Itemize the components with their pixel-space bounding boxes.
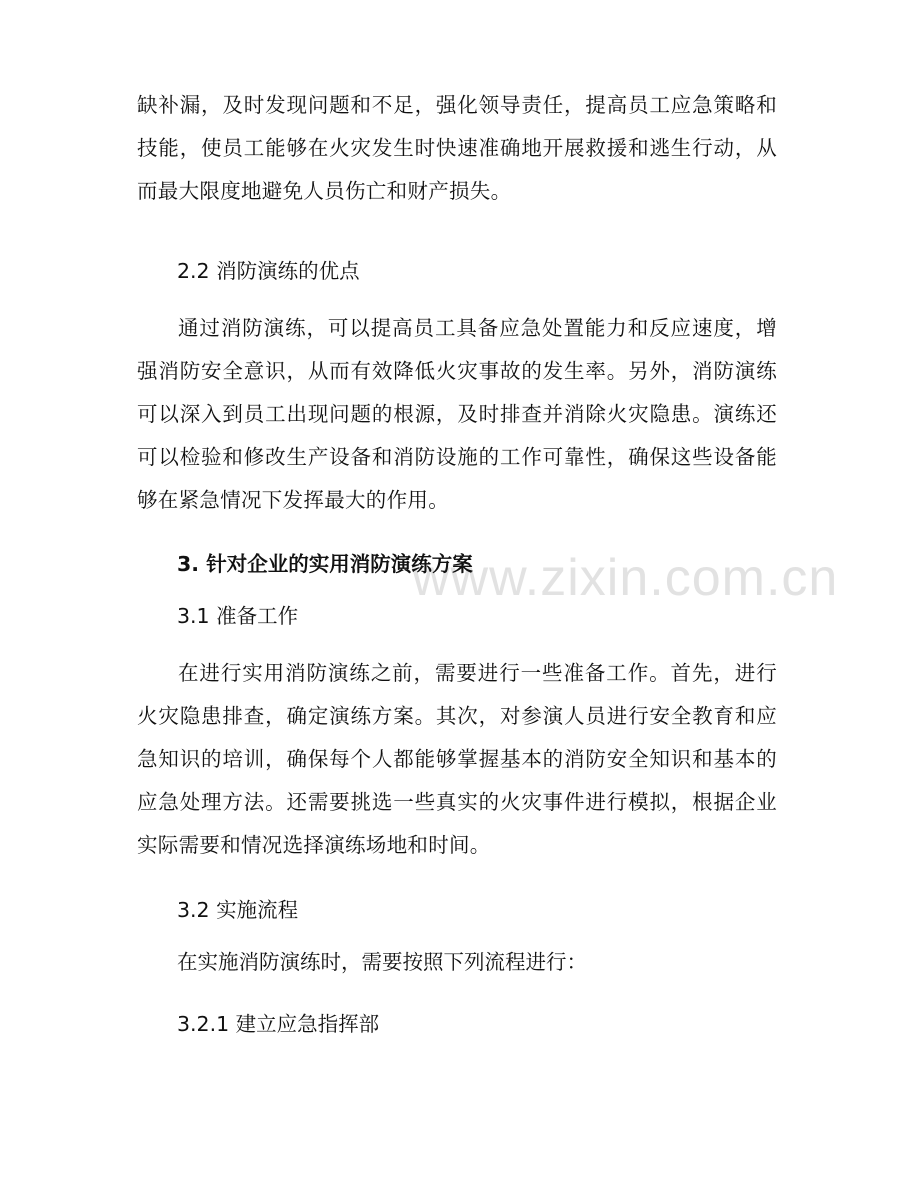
paragraph-3-2: 在实施消防演练时，需要按照下列流程进行： [177, 950, 587, 974]
heading-3-2-1: 3.2.1 建立应急指挥部 [177, 1012, 380, 1036]
heading-3-1: 3.1 准备工作 [177, 604, 299, 628]
paragraph-3-1: 在进行实用消防演练之前，需要进行一些准备工作。首先，进行火灾隐患排查，确定演练方案。其次，对参演人员进行安全教育和应急知识的培训，确保每个人都能够掌握基本的消防安全知识和基本的应急处理方法。还需要挑选一些真实的火灾事件进行模拟，根据企业实际需要和情况选择演练场地和时间。 [137, 661, 777, 857]
heading-3: 3. 针对企业的实用消防演练方案 [177, 552, 473, 576]
paragraph-intro-continued: 缺补漏，及时发现问题和不足，强化领导责任，提高员工应急策略和技能，使员工能够在火灾发生时快速准确地开展救援和逃生行动，从而最大限度地避免人员伤亡和财产损失。 [137, 93, 777, 203]
heading-2-2: 2.2 消防演练的优点 [177, 259, 360, 283]
paragraph-2-2: 通过消防演练，可以提高员工具备应急处置能力和反应速度，增强消防安全意识，从而有效降低火灾事故的发生率。另外，消防演练可以深入到员工出现问题的根源，及时排查并消除火灾隐患。演练还可以检验和修改生产设备和消防设施的工作可靠性，确保这些设备能够在紧急情况下发挥最大的作用。 [137, 316, 777, 512]
heading-3-2: 3.2 实施流程 [177, 898, 299, 922]
watermark: www.zixin.com.cn [412, 549, 839, 607]
